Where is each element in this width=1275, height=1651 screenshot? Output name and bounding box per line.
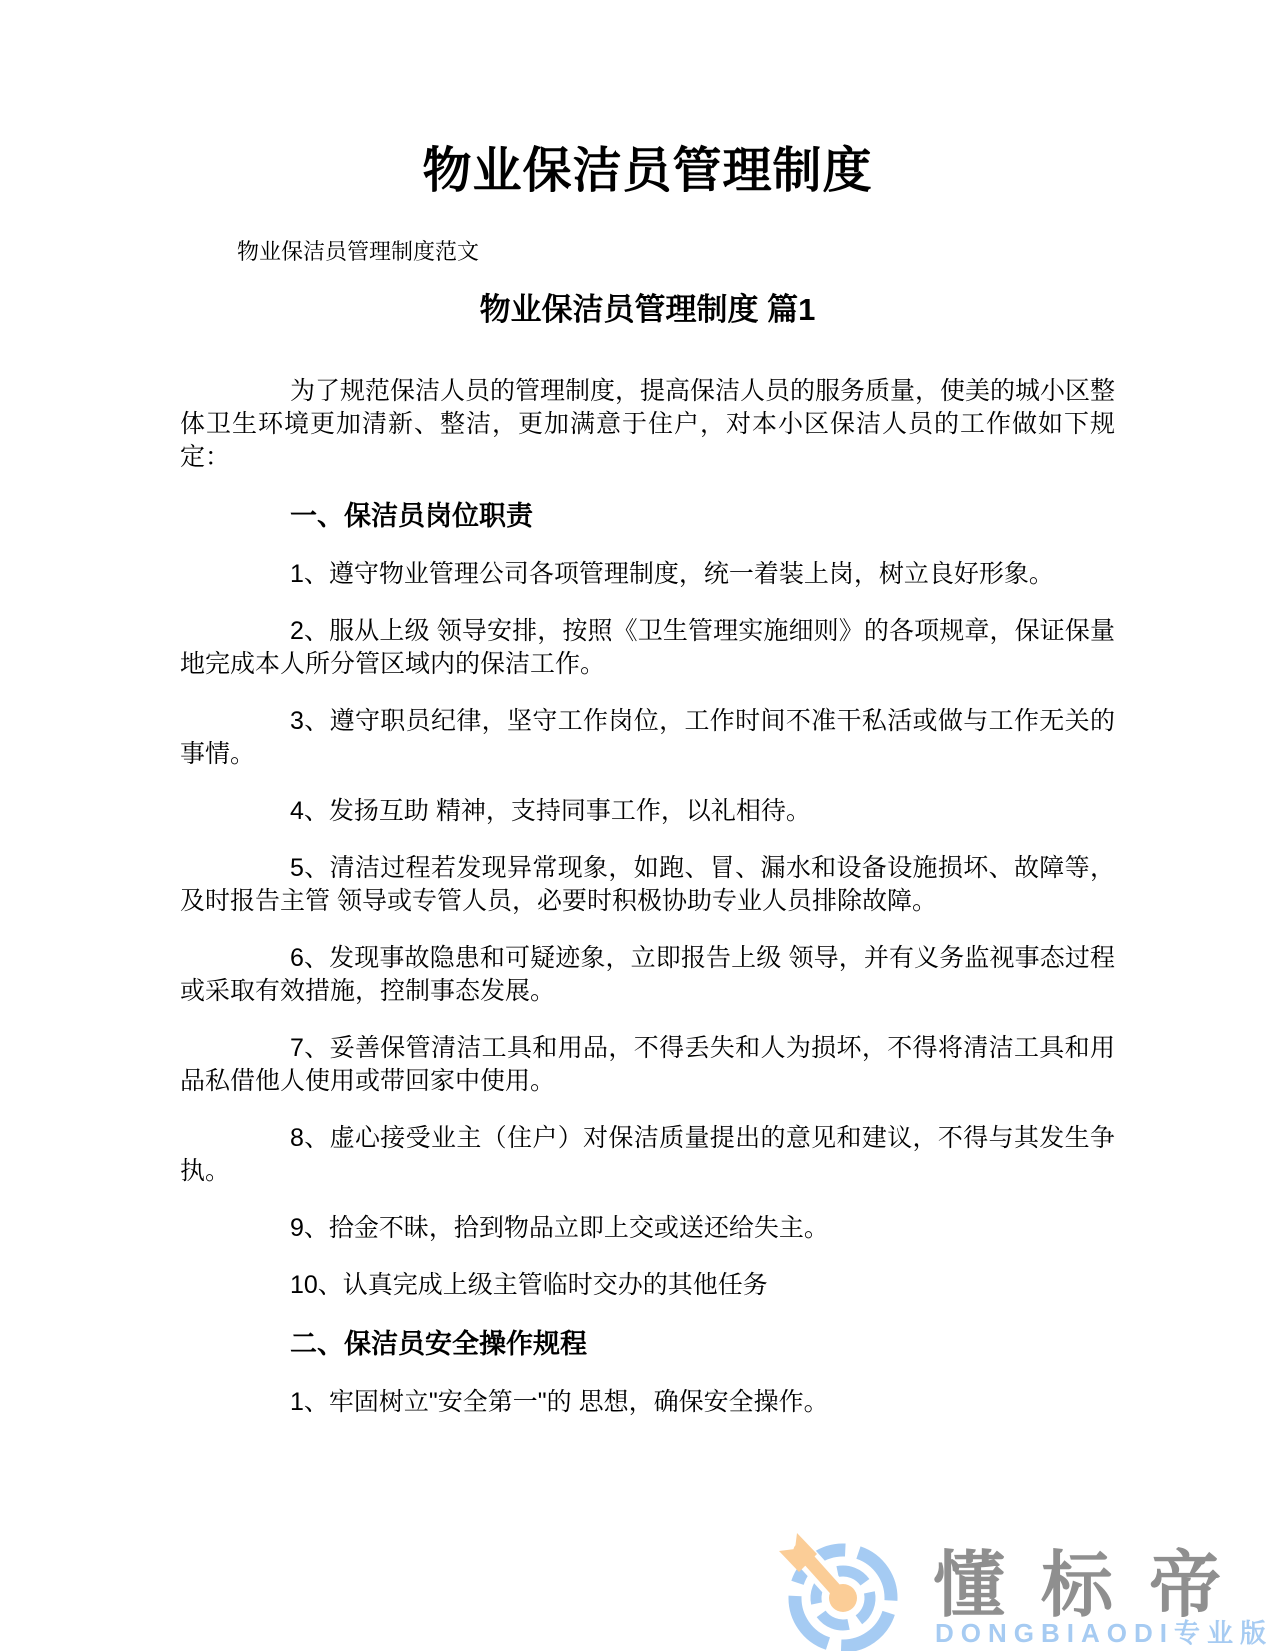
list-item: 1、遵守物业管理公司各项管理制度，统一着装上岗，树立良好形象。: [290, 559, 1054, 588]
list-item: 1、牢固树立"安全第一"的 思想，确保安全操作。: [290, 1387, 829, 1416]
list-item: 5、清洁过程若发现异常现象，如跑、冒、漏水和设备设施损坏、故障等，及时报告主管 领导或专管人员，必要时积极协助专业人员排除故障。: [180, 853, 1115, 915]
watermark: [745, 1470, 1275, 1651]
list-item: 8、虚心接受业主（住户）对保洁质量提出的意见和建议，不得与其发生争执。: [180, 1123, 1115, 1185]
list-item: 10、认真完成上级主管临时交办的其他任务: [290, 1270, 768, 1299]
document-title: 物业保洁员管理制度: [422, 144, 873, 198]
intro-paragraph: 为了规范保洁人员的管理制度，提高保洁人员的服务质量，使美的城小区整体卫生环境更加清新、整洁，更加满意于住户，对本小区保洁人员的工作做如下规定：: [180, 376, 1116, 471]
list-item: 2、服从上级 领导安排，按照《卫生管理实施细则》的各项规章，保证保量地完成本人所分管区域内的保洁工作。: [180, 616, 1115, 678]
list-item: 3、遵守职员纪律，坚守工作岗位，工作时间不准干私活或做与工作无关的事情。: [180, 706, 1115, 768]
document-body: [180, 375, 1115, 1419]
heading-duties: 一、保洁员岗位职责: [290, 500, 533, 531]
list-item: 7、妥善保管清洁工具和用品，不得丢失和人为损坏，不得将清洁工具和用品私借他人使用或带回家中使用。: [180, 1033, 1115, 1095]
section-title: 物业保洁员管理制度 篇1: [479, 292, 816, 328]
list-item: 6、发现事故隐患和可疑迹象，立即报告上级 领导，并有义务监视事态过程或采取有效措施，控制事态发展。: [180, 943, 1115, 1005]
list-item: 9、拾金不昧，拾到物品立即上交或送还给失主。: [290, 1213, 829, 1242]
dartboard-target-icon: [778, 1530, 908, 1651]
list-item: 4、发扬互助 精神，支持同事工作，以礼相待。: [290, 796, 811, 825]
watermark-tagline-text: DONGBIAODI专业版: [935, 1618, 1274, 1648]
document-subtitle: 物业保洁员管理制度范文: [237, 238, 480, 264]
heading-safety-rules: 二、保洁员安全操作规程: [290, 1328, 587, 1359]
watermark-brand-text: 懂标帝: [933, 1546, 1258, 1626]
